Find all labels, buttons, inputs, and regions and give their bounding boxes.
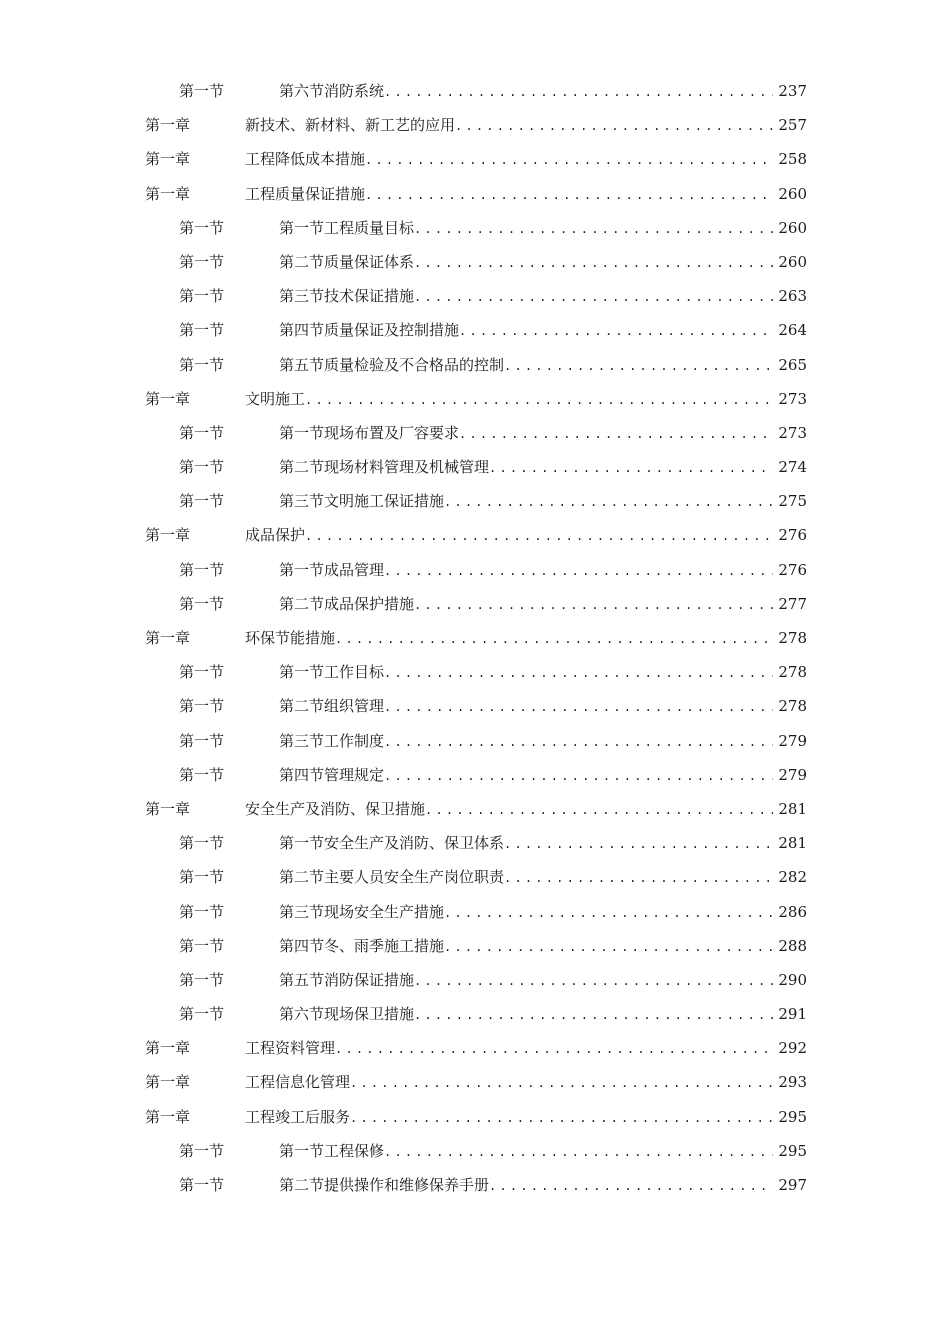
toc-entry-title: 第四节冬、雨季施工措施: [279, 936, 445, 955]
dot-leader: [414, 280, 773, 314]
toc-entry-number: 第一章: [145, 799, 191, 818]
dot-leader: [350, 1066, 773, 1100]
toc-entry-title: 第三节工作制度: [279, 731, 385, 750]
toc-entry-number: 第一章: [145, 1039, 191, 1058]
toc-section-row[interactable]: [0, 211, 950, 245]
dot-leader: [365, 178, 773, 212]
toc-entry-number: 第一节: [179, 1176, 225, 1194]
toc-entry-title: 第三节文明施工保证措施: [279, 492, 445, 511]
toc-entry-number: 第一节: [179, 936, 225, 955]
toc-entry-page-number: 292: [775, 1031, 807, 1065]
toc-entry-title: 第三节技术保证措施: [279, 287, 415, 306]
toc-chapter-row[interactable]: [0, 1065, 950, 1099]
toc-entry-number: 第一章: [145, 150, 191, 169]
dot-leader: [444, 896, 773, 930]
toc-entry-page-number: 290: [775, 963, 807, 997]
toc-entry-title: 第二节质量保证体系: [279, 252, 415, 271]
toc-entry-title-line: [279, 826, 775, 861]
toc-entry-title-line: [279, 74, 775, 109]
toc-entry-title: 第二节现场材料管理及机械管理: [279, 458, 490, 477]
toc-entry-title: 第四节管理规定: [279, 765, 385, 784]
toc-section-row[interactable]: [0, 279, 950, 313]
toc-entry-page-number: 257: [775, 108, 807, 142]
dot-leader: [384, 75, 773, 109]
toc-entry-title-line: [279, 450, 775, 485]
toc-entry-title-line: [245, 1065, 775, 1100]
toc-chapter-row[interactable]: [0, 108, 950, 142]
toc-chapter-row[interactable]: [0, 1100, 950, 1134]
dot-leader: [444, 930, 773, 964]
toc-entry-number: 第一章: [145, 629, 191, 647]
toc-section-row[interactable]: [0, 553, 950, 587]
dot-leader: [489, 451, 773, 485]
toc-entry-title: 第一节成品管理: [279, 560, 385, 579]
toc-entry-title-line: [279, 895, 775, 930]
toc-entry-title-line: [279, 758, 775, 793]
toc-section-row[interactable]: [0, 348, 950, 382]
toc-entry-page-number: 277: [775, 587, 807, 621]
toc-section-row[interactable]: [0, 997, 950, 1031]
toc-entry-title-line: [279, 245, 775, 280]
dot-leader: [455, 109, 773, 143]
toc-entry-title-line: [279, 587, 775, 622]
toc-entry-title-line: [279, 860, 775, 895]
toc-entry-page-number: 281: [775, 792, 807, 826]
toc-entry-page-number: 276: [775, 518, 807, 552]
dot-leader: [459, 417, 773, 451]
toc-entry-page-number: 263: [775, 279, 807, 313]
toc-entry-number: 第一节: [179, 252, 225, 271]
toc-entry-page-number: 297: [775, 1168, 807, 1202]
dot-leader: [350, 1101, 773, 1135]
toc-entry-title: 工程竣工后服务: [245, 1107, 351, 1126]
toc-entry-title-line: [245, 142, 775, 177]
toc-entry-title: 新技术、新材料、新工艺的应用: [245, 116, 456, 135]
toc-entry-title: 工程降低成本措施: [245, 150, 366, 169]
toc-entry-number: 第一节: [179, 458, 225, 477]
toc-entry-page-number: 278: [775, 621, 807, 655]
toc-section-row[interactable]: [0, 860, 950, 894]
dot-leader: [384, 1135, 773, 1169]
dot-leader: [384, 725, 773, 759]
dot-leader: [459, 314, 773, 348]
toc-entry-page-number: 258: [775, 142, 807, 176]
dot-leader: [444, 485, 773, 519]
toc-section-row[interactable]: [0, 450, 950, 484]
table-of-contents: [0, 74, 950, 1202]
toc-entry-number: 第一章: [145, 1073, 191, 1092]
toc-entry-title-line: [245, 177, 775, 212]
dot-leader: [305, 383, 773, 417]
dot-leader: [504, 349, 773, 383]
toc-entry-page-number: 288: [775, 929, 807, 963]
toc-section-row[interactable]: [0, 587, 950, 621]
toc-section-row[interactable]: [0, 655, 950, 689]
dot-leader: [414, 964, 773, 998]
toc-entry-title: 文明施工: [245, 389, 306, 408]
dot-leader: [414, 998, 773, 1032]
toc-section-row[interactable]: [0, 758, 950, 792]
toc-entry-title-line: [279, 689, 775, 724]
toc-entry-title-line: [245, 1100, 775, 1135]
toc-entry-page-number: 260: [775, 177, 807, 211]
toc-entry-title: 第一节工程保修: [279, 1141, 385, 1160]
dot-leader: [384, 759, 773, 793]
toc-section-row[interactable]: [0, 74, 950, 108]
dot-leader: [489, 1169, 773, 1203]
toc-chapter-row[interactable]: [0, 1031, 950, 1065]
dot-leader: [414, 212, 773, 246]
toc-entry-title: 第五节消防保证措施: [279, 970, 415, 989]
toc-entry-title: 第二节组织管理: [279, 697, 385, 716]
toc-entry-number: 第一章: [145, 116, 191, 135]
toc-entry-page-number: 279: [775, 724, 807, 758]
toc-chapter-row[interactable]: [0, 177, 950, 211]
toc-chapter-row[interactable]: [0, 142, 950, 176]
toc-entry-title-line: [279, 724, 775, 759]
toc-entry-title: 第一节安全生产及消防、保卫体系: [279, 834, 505, 853]
toc-section-row[interactable]: [0, 1168, 950, 1202]
toc-entry-title-line: [279, 313, 775, 348]
toc-entry-title-line: [245, 382, 775, 417]
toc-section-row[interactable]: [0, 929, 950, 963]
toc-entry-page-number: 264: [775, 313, 807, 347]
dot-leader: [425, 793, 773, 827]
toc-entry-title: 环保节能措施: [245, 629, 336, 647]
dot-leader: [384, 554, 773, 588]
toc-entry-title-line: [279, 279, 775, 314]
dot-leader: [414, 246, 773, 280]
toc-entry-title: 工程质量保证措施: [245, 184, 366, 203]
toc-entry-page-number: 295: [775, 1134, 807, 1168]
toc-chapter-row[interactable]: [0, 518, 950, 552]
toc-entry-title-line: [279, 484, 775, 519]
toc-section-row[interactable]: [0, 895, 950, 929]
toc-entry-title-line: [279, 655, 775, 690]
toc-entry-title-line: [279, 211, 775, 246]
toc-entry-number: 第一节: [179, 697, 225, 716]
dot-leader: [365, 143, 773, 177]
toc-entry-number: 第一节: [179, 492, 225, 511]
toc-entry-number: 第一节: [179, 731, 225, 750]
toc-entry-page-number: 278: [775, 689, 807, 723]
toc-entry-page-number: 293: [775, 1065, 807, 1099]
toc-chapter-row[interactable]: [0, 621, 950, 655]
toc-entry-number: 第一节: [179, 594, 225, 613]
toc-entry-number: 第一章: [145, 526, 191, 545]
toc-entry-number: 第一节: [179, 321, 225, 340]
toc-entry-title: 第二节提供操作和维修保养手册: [279, 1176, 490, 1194]
toc-entry-number: 第一章: [145, 389, 191, 408]
toc-entry-page-number: 260: [775, 245, 807, 279]
toc-entry-title: 第二节主要人员安全生产岗位职责: [279, 868, 505, 887]
toc-section-row[interactable]: [0, 826, 950, 860]
toc-section-row[interactable]: [0, 313, 950, 347]
toc-entry-number: 第一节: [179, 902, 225, 921]
dot-leader: [335, 1032, 773, 1066]
toc-entry-number: 第一节: [179, 765, 225, 784]
toc-entry-title-line: [279, 929, 775, 964]
toc-chapter-row[interactable]: [0, 382, 950, 416]
toc-entry-title-line: [245, 108, 775, 143]
toc-entry-title: 第五节质量检验及不合格品的控制: [279, 355, 505, 374]
toc-entry-title-line: [245, 1031, 775, 1066]
toc-entry-number: 第一章: [145, 1107, 191, 1126]
toc-section-row[interactable]: [0, 245, 950, 279]
toc-section-row[interactable]: [0, 963, 950, 997]
dot-leader: [504, 827, 773, 861]
toc-entry-page-number: 237: [775, 74, 807, 108]
toc-entry-title: 第六节消防系统: [279, 82, 385, 100]
toc-entry-page-number: 291: [775, 997, 807, 1031]
toc-entry-number: 第一节: [179, 868, 225, 887]
toc-entry-title: 第二节成品保护措施: [279, 594, 415, 613]
toc-entry-page-number: 265: [775, 348, 807, 382]
toc-entry-number: 第一节: [179, 287, 225, 306]
toc-entry-title: 第一节工程质量目标: [279, 218, 415, 237]
dot-leader: [414, 588, 773, 622]
toc-entry-page-number: 276: [775, 553, 807, 587]
dot-leader: [384, 656, 773, 690]
toc-entry-number: 第一节: [179, 1141, 225, 1160]
toc-entry-number: 第一节: [179, 355, 225, 374]
toc-entry-number: 第一章: [145, 184, 191, 203]
dot-leader: [504, 861, 773, 895]
toc-entry-page-number: 275: [775, 484, 807, 518]
toc-entry-title: 第一节工作目标: [279, 663, 385, 682]
toc-entry-title: 第三节现场安全生产措施: [279, 902, 445, 921]
toc-section-row[interactable]: [0, 484, 950, 518]
toc-entry-title-line: [279, 1168, 775, 1203]
toc-entry-page-number: 282: [775, 860, 807, 894]
toc-entry-title-line: [245, 518, 775, 553]
toc-entry-page-number: 273: [775, 416, 807, 450]
toc-entry-title-line: [245, 792, 775, 827]
toc-section-row[interactable]: [0, 724, 950, 758]
toc-entry-number: 第一节: [179, 218, 225, 237]
dot-leader: [305, 519, 773, 553]
toc-entry-title: 工程资料管理: [245, 1039, 336, 1058]
dot-leader: [384, 690, 773, 724]
toc-entry-page-number: 260: [775, 211, 807, 245]
toc-chapter-row[interactable]: [0, 792, 950, 826]
toc-entry-title-line: [279, 553, 775, 588]
toc-entry-number: 第一节: [179, 1005, 225, 1024]
toc-entry-page-number: 281: [775, 826, 807, 860]
toc-section-row[interactable]: [0, 1134, 950, 1168]
toc-entry-title: 工程信息化管理: [245, 1073, 351, 1092]
toc-entry-number: 第一节: [179, 82, 225, 100]
toc-entry-number: 第一节: [179, 560, 225, 579]
toc-entry-number: 第一节: [179, 663, 225, 682]
toc-entry-title: 第一节现场布置及厂容要求: [279, 423, 460, 442]
toc-entry-number: 第一节: [179, 970, 225, 989]
toc-entry-title: 第四节质量保证及控制措施: [279, 321, 460, 340]
toc-entry-title-line: [279, 1134, 775, 1169]
toc-entry-title: 安全生产及消防、保卫措施: [245, 799, 426, 818]
toc-entry-page-number: 274: [775, 450, 807, 484]
toc-entry-title-line: [279, 963, 775, 998]
toc-entry-page-number: 295: [775, 1100, 807, 1134]
toc-entry-page-number: 273: [775, 382, 807, 416]
toc-entry-page-number: 286: [775, 895, 807, 929]
toc-entry-page-number: 279: [775, 758, 807, 792]
toc-entry-title-line: [245, 621, 775, 656]
toc-entry-title: 成品保护: [245, 526, 306, 545]
toc-entry-number: 第一节: [179, 834, 225, 853]
toc-section-row[interactable]: [0, 416, 950, 450]
toc-entry-number: 第一节: [179, 423, 225, 442]
toc-entry-page-number: 278: [775, 655, 807, 689]
dot-leader: [335, 622, 773, 656]
toc-entry-title-line: [279, 416, 775, 451]
toc-entry-title-line: [279, 997, 775, 1032]
toc-entry-title: 第六节现场保卫措施: [279, 1005, 415, 1024]
toc-entry-title-line: [279, 348, 775, 383]
toc-section-row[interactable]: [0, 689, 950, 723]
